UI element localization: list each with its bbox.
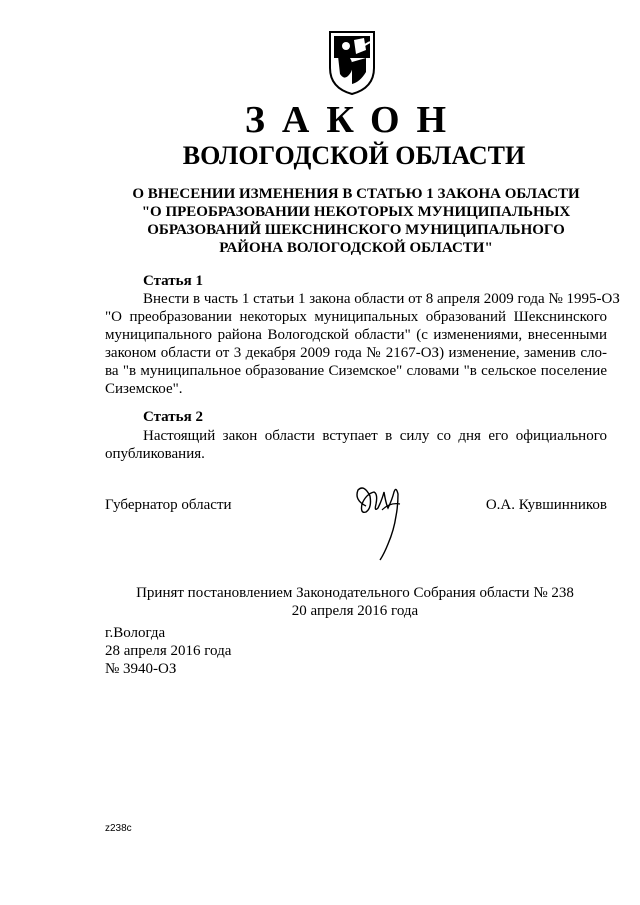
handwritten-signature-icon [352, 482, 414, 562]
footer-code: z238c [105, 823, 132, 834]
city: г.Вологда [105, 625, 166, 641]
article-2-line: опубликования. [105, 446, 205, 462]
subject-line: ОБРАЗОВАНИЙ ШЕКСНИНСКОГО МУНИЦИПАЛЬНОГО [147, 222, 565, 238]
article-1-text [105, 290, 620, 398]
article-1-line: "О преобразовании некоторых муниципальных образований Шекснинского [105, 309, 607, 325]
law-title: ЗАКОН [244, 99, 464, 141]
governor-name: О.А. Кувшинников [485, 497, 607, 513]
article-1-line: законом области от 3 декабря 2009 года № 2167-ОЗ) изменение, заменив сло- [105, 345, 607, 361]
article-1-heading: Статья 1 [143, 273, 203, 289]
subject-line: О ВНЕСЕНИИ ИЗМЕНЕНИЯ В СТАТЬЮ 1 ЗАКОНА ОБЛАСТИ [132, 186, 580, 202]
article-1-line: Сиземское". [105, 381, 183, 397]
subject-line: "О ПРЕОБРАЗОВАНИИ НЕКОТОРЫХ МУНИЦИПАЛЬНЫХ [141, 204, 571, 220]
adoption-date: 20 апреля 2016 года [291, 603, 419, 619]
law-number: № 3940-ОЗ [105, 661, 177, 677]
subject-line: РАЙОНА ВОЛОГОДСКОЙ ОБЛАСТИ" [219, 240, 493, 256]
article-2-text [105, 427, 607, 463]
law-date: 28 апреля 2016 года [105, 643, 232, 659]
law-subject-title [105, 185, 607, 257]
adoption-line-1: Принят постановлением Законодательного Собрания области № 238 [136, 585, 574, 601]
article-2-line: Настоящий закон области вступает в силу со дня его официального [143, 428, 607, 444]
article-1-line: Внести в часть 1 статьи 1 закона области от 8 апреля 2009 года № 1995-ОЗ [143, 291, 620, 307]
vologda-coat-of-arms-icon [326, 28, 378, 96]
article-1-line: муниципального района Вологодской области" (с изменениями, внесенными [105, 327, 607, 343]
article-2-heading: Статья 2 [143, 409, 203, 425]
place-date-number [105, 624, 231, 678]
region-title: ВОЛОГОДСКОЙ ОБЛАСТИ [182, 141, 526, 170]
article-1-line: ва "в муниципальное образование Сиземское" словами "в сельское поселение [105, 363, 607, 379]
governor-position: Губернатор области [105, 497, 232, 513]
adoption-note [0, 584, 640, 620]
